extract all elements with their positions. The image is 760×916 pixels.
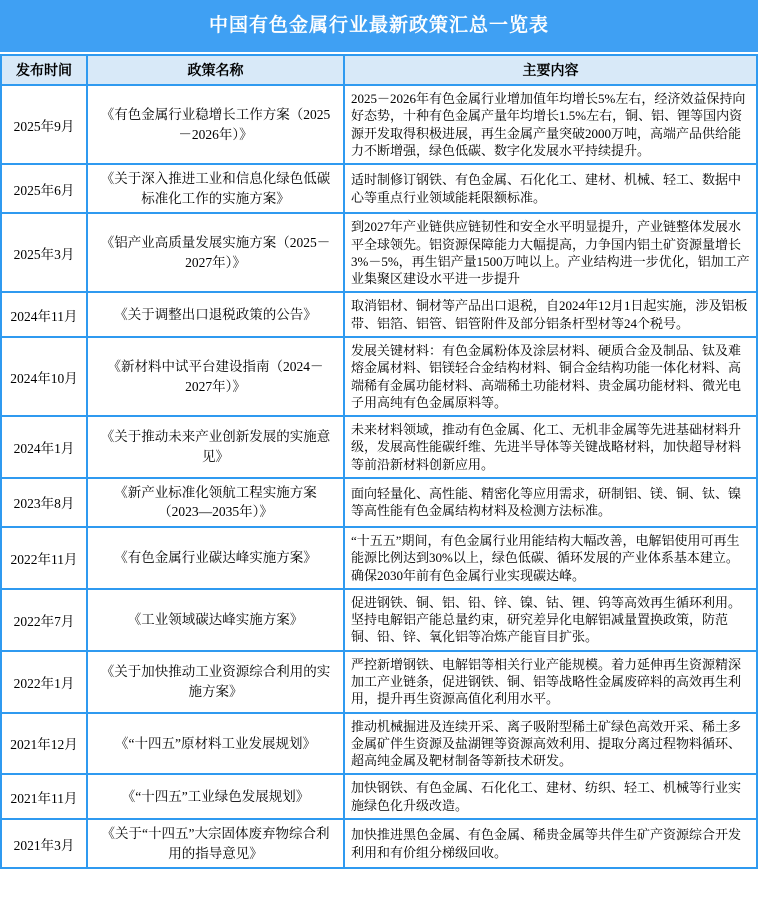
cell-date: 2025年3月 <box>1 213 87 292</box>
cell-name: 《铝产业高质量发展实施方案（2025－2027年）》 <box>87 213 344 292</box>
cell-date: 2025年6月 <box>1 164 87 213</box>
table-row <box>1 416 757 478</box>
cell-date: 2023年8月 <box>1 478 87 527</box>
table-row <box>1 85 757 164</box>
table-row <box>1 164 757 213</box>
cell-name: 《关于调整出口退税政策的公告》 <box>87 292 344 337</box>
table-header-row <box>1 55 757 85</box>
cell-date: 2024年10月 <box>1 337 87 416</box>
cell-content: 推动机械掘进及连续开采、离子吸附型稀土矿绿色高效开采、稀土多金属矿伴生资源及盐湖锂等资源高效利用、提取分离过程物料循环、超高纯金属及靶材制备等新技术研发。 <box>344 713 757 775</box>
cell-content: 加快钢铁、有色金属、石化化工、建材、纺织、轻工、机械等行业实施绿色化升级改造。 <box>344 774 757 819</box>
cell-name: 《新材料中试平台建设指南（2024－2027年）》 <box>87 337 344 416</box>
cell-name: 《工业领域碳达峰实施方案》 <box>87 589 344 651</box>
cell-content: 2025－2026年有色金属行业增加值年均增长5%左右，经济效益保持向好态势，十种有色金属产量年均增长1.5%左右，铜、铝、锂等国内资源开发取得积极进展，再生金属产量突破2000万吨，高端产品供给能力不断增强，绿色低碳、数字化发展水平持续提升。 <box>344 85 757 164</box>
table-row <box>1 713 757 775</box>
cell-name: 《“十四五”工业绿色发展规划》 <box>87 774 344 819</box>
cell-content: “十五五”期间，有色金属行业用能结构大幅改善，电解铝使用可再生能源比例达到30%以上，绿色低碳、循环发展的产业体系基本建立。确保2030年前有色金属行业实现碳达峰。 <box>344 527 757 589</box>
cell-name: 《关于加快推动工业资源综合利用的实施方案》 <box>87 651 344 713</box>
table-row <box>1 527 757 589</box>
cell-date: 2022年7月 <box>1 589 87 651</box>
cell-date: 2022年11月 <box>1 527 87 589</box>
cell-name: 《“十四五”原材料工业发展规划》 <box>87 713 344 775</box>
cell-date: 2021年11月 <box>1 774 87 819</box>
column-header-policy-name: 政策名称 <box>87 55 344 85</box>
page-title: 中国有色金属行业最新政策汇总一览表 <box>0 0 758 52</box>
column-header-main-content: 主要内容 <box>344 55 757 85</box>
cell-content: 未来材料领域，推动有色金属、化工、无机非金属等先进基础材料升级，发展高性能碳纤维、先进半导体等关键战略材料，加快超导材料等前沿新材料创新应用。 <box>344 416 757 478</box>
table-row <box>1 478 757 527</box>
table-row <box>1 819 757 868</box>
cell-date: 2021年12月 <box>1 713 87 775</box>
cell-date: 2022年1月 <box>1 651 87 713</box>
cell-date: 2024年11月 <box>1 292 87 337</box>
table-row <box>1 213 757 292</box>
cell-content: 加快推进黑色金属、有色金属、稀贵金属等共伴生矿产资源综合开发利用和有价组分梯级回收。 <box>344 819 757 868</box>
cell-date: 2024年1月 <box>1 416 87 478</box>
cell-content: 面向轻量化、高性能、精密化等应用需求，研制铝、镁、铜、钛、镍等高性能有色金属结构材料及检测方法标准。 <box>344 478 757 527</box>
cell-name: 《有色金属行业稳增长工作方案（2025－2026年）》 <box>87 85 344 164</box>
table-row <box>1 292 757 337</box>
table-row <box>1 337 757 416</box>
cell-content: 促进钢铁、铜、铝、铅、锌、镍、钴、锂、钨等高效再生循环利用。坚持电解铝产能总量约束，研究差异化电解铝减量置换政策，防范铜、铅、锌、氧化铝等冶炼产能盲目扩张。 <box>344 589 757 651</box>
cell-content: 严控新增钢铁、电解铝等相关行业产能规模。着力延伸再生资源精深加工产业链条，促进钢铁、铜、铝等战略性金属废碎料的高效再生利用，提升再生资源高值化利用水平。 <box>344 651 757 713</box>
cell-date: 2021年3月 <box>1 819 87 868</box>
cell-name: 《有色金属行业碳达峰实施方案》 <box>87 527 344 589</box>
table-row <box>1 774 757 819</box>
cell-name: 《关于深入推进工业和信息化绿色低碳标准化工作的实施方案》 <box>87 164 344 213</box>
column-header-date: 发布时间 <box>1 55 87 85</box>
table-row <box>1 651 757 713</box>
cell-content: 发展关键材料：有色金属粉体及涂层材料、硬质合金及制品、钛及难熔金属材料、铝镁轻合金结构材料、铜合金结构功能一体化材料、高端稀有金属功能材料、高端稀土功能材料、贵金属功能材料、微光电子用高纯有色金属原料等。 <box>344 337 757 416</box>
cell-name: 《关于推动未来产业创新发展的实施意见》 <box>87 416 344 478</box>
cell-content: 适时制修订钢铁、有色金属、石化化工、建材、机械、轻工、数据中心等重点行业领域能耗限额标准。 <box>344 164 757 213</box>
cell-name: 《关于“十四五”大宗固体废弃物综合利用的指导意见》 <box>87 819 344 868</box>
cell-content: 取消铝材、铜材等产品出口退税，自2024年12月1日起实施，涉及铝板带、铝箔、铝管、铝管附件及部分铝条杆型材等24个税号。 <box>344 292 757 337</box>
table-row <box>1 589 757 651</box>
cell-name: 《新产业标准化领航工程实施方案（2023—2035年）》 <box>87 478 344 527</box>
cell-content: 到2027年产业链供应链韧性和安全水平明显提升，产业链整体发展水平全球领先。铝资源保障能力大幅提高，力争国内铝土矿资源量增长3%－5%，再生铝产量1500万吨以上。产业结构进一步优化，铝加工产业集聚区建设水平进一步提升 <box>344 213 757 292</box>
policy-table <box>0 54 758 869</box>
cell-date: 2025年9月 <box>1 85 87 164</box>
